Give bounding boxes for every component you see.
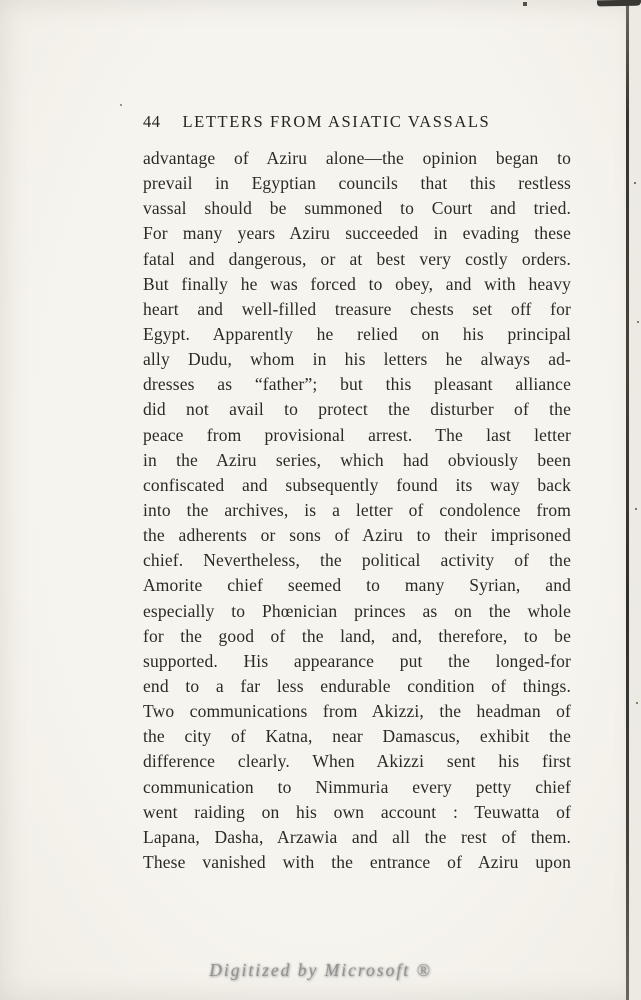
body-line: the adherents or sons of Aziru to their imprisoned (143, 525, 571, 546)
body-line: did not avail to protect the disturber of the (143, 399, 571, 420)
body-line: peace from provisional arrest. The last letter (143, 424, 571, 445)
page-header (143, 112, 571, 132)
body-line: heart and well-filled treasure chests set off for (143, 298, 571, 319)
scan-edge-margin (629, 0, 641, 1000)
body-line: advantage of Aziru alone—the opinion began to (143, 148, 571, 168)
body-line: the city of Katna, near Damascus, exhibit the (143, 726, 571, 747)
body-text (143, 146, 571, 875)
body-line: difference clearly. When Akizzi sent his first (143, 751, 571, 772)
body-line: went raiding on his own account : Teuwatta of (143, 801, 571, 822)
page-number: 44 (143, 112, 161, 131)
page-edge-shadow (626, 0, 629, 1000)
body-line: These vanished with the entrance of Aziru upon (143, 851, 571, 872)
scan-specks (0, 0, 2, 2)
body-line: into the archives, is a letter of condolence from (143, 499, 571, 520)
body-line: communication to Nimmuria every petty chief (143, 776, 571, 797)
body-line: especially to Phœnician princes as on the whole (143, 600, 571, 621)
body-line: confiscated and subsequently found its way back (143, 474, 571, 495)
body-line: Amorite chief seemed to many Syrian, and (143, 575, 571, 596)
scan-artifact-top (597, 0, 641, 6)
body-line: fatal and dangerous, or at best very costly orders. (143, 248, 571, 269)
body-line: For many years Aziru succeeded in evading these (143, 223, 571, 244)
running-title: LETTERS FROM ASIATIC VASSALS (182, 112, 491, 131)
digitized-watermark: Digitized by Microsoft ® (209, 960, 432, 980)
body-line: dresses as “father”; but this pleasant alliance (143, 374, 571, 395)
body-line: Egypt. Apparently he relied on his principal (143, 323, 571, 344)
body-line: prevail in Egyptian councils that this restless (143, 173, 571, 194)
body-line: for the good of the land, and, therefore, to be (143, 625, 571, 646)
body-line: chief. Nevertheless, the political activity of the (143, 550, 571, 571)
body-line: vassal should be summoned to Court and tried. (143, 198, 571, 219)
body-line: end to a far less endurable condition of things. (143, 675, 571, 696)
body-line: Lapana, Dasha, Arzawia and all the rest of them. (143, 826, 571, 847)
body-line: supported. His appearance put the longed-for (143, 650, 571, 671)
body-line: But finally he was forced to obey, and with heavy (143, 273, 571, 294)
body-line: in the Aziru series, which had obviously been (143, 449, 571, 470)
body-line: ally Dudu, whom in his letters he always ad- (143, 349, 571, 370)
body-line: Two communications from Akizzi, the headman of (143, 701, 571, 722)
